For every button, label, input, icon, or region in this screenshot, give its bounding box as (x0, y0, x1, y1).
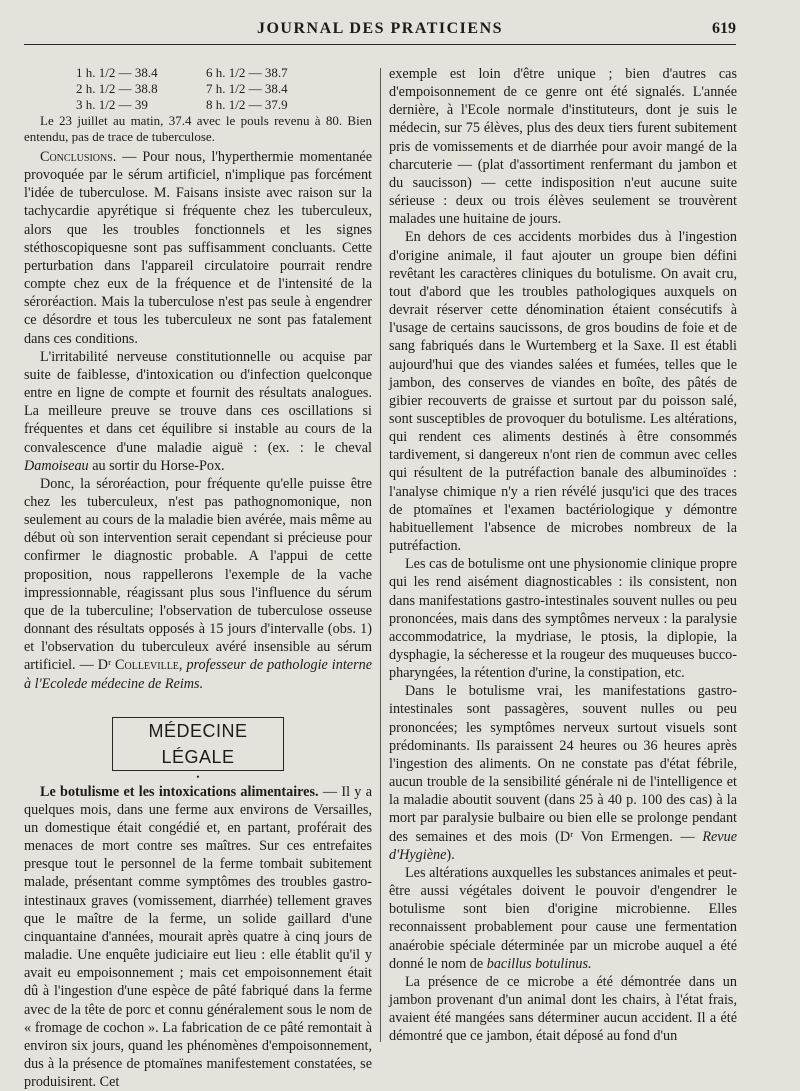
table-row (76, 97, 336, 113)
author-affiliation: professeur de pathologie interne à l'Ecolede médecine de Reims. (24, 657, 372, 692)
temperature-note: Le 23 juillet au matin, 37.4 avec le pouls revenu à 80. Bien entendu, pas de trace de tuberculose. (24, 113, 372, 144)
paragraph-text: Dans le botulisme vrai, les manifestations gastro-intestinales sont passagères, souvent nulles ou peu prononcées; les symptômes nerveux surtout visuels sont prédominants. Ils paraissent 24 heures ou 36 heures après l'ingestion des aliments. On ne constate pas d'état fébrile, aucun trouble de la sensibilité générale ni de l'intelligence et la maladie aboutit souvent (dans 25 à 40 p. 100 des cas) à la mort par paralysie bulbaire ou bien elle se prolonge pendant des semaines et des mois (Dʳ Von Ermengen. — (389, 683, 737, 845)
irritability-paragraph (24, 348, 372, 475)
table-cell: 8 h. 1/2 — 37.9 (206, 97, 288, 112)
article-title: Le botulisme et les intoxications alimentaires. (40, 783, 319, 800)
bacillus-name: bacillus botulinus. (486, 955, 592, 972)
table-cell: 3 h. 1/2 — 39 (76, 97, 148, 112)
page-number: 619 (712, 20, 736, 37)
table-cell: 6 h. 1/2 — 38.7 (206, 65, 288, 80)
column-divider (380, 68, 381, 1042)
table-row (76, 65, 336, 81)
botulism-definition-paragraph: En dehors de ces accidents morbides dus à l'ingestion d'origine animale, il faut ajouter un groupe bien défini revêtant les caractères cliniques du botulisme. On avait cru, tout d'abord que les troubles pathologiques auxquels on devrait réserver cette dénomination étaient consécutifs à l'usage de certains saucissons, de gros boudins de foie et de sang fabriqués dans le Wurtemberg et la Saxe. Il est établi aujourd'hui que des viandes salées et fumées, telles que le jambon, des conserves de viandes en boîte, des pâtés de gibier recouverts de graisse et surtout par du poisson salé, sont susceptibles de provoquer du botulisme. Les altérations, qui rendent ces aliments destinés à être consommés tardivement, si dangereux n'ont rien de commun avec celles qui résultent de la putréfaction banale des albuminoïdes : l'analyse chimique n'y a rien révélé jusqu'ici que des traces de ptomaïnes et l'examen bactériologique y démontre habituellement l'absence de microbes nombreux de la putréfaction. (389, 229, 737, 555)
conclusions-text: — Pour nous, l'hyperthermie momentanée provoquée par le sérum artificiel, n'implique pas forcément l'idée de tuberculose. M. Faisans insiste avec raison sur la tachycardie apyrétique si fréquente chez les tuberculeux, alors que les troubles fonctionnels et les signes stéthoscopiquesne sont pas suffisamment concluants. Cette perturbation dans l'appareil circulatoire pourrait rendre compte chez eux de la fréquence et de l'intensité de la séroréaction. Mais la tuberculose n'est pas seule à engendrer ce désordre et tous les tuberculeux ne sont pas fatalement dans ces conditions. (24, 149, 372, 347)
author-name: Dʳ Colleville, (97, 657, 183, 674)
journal-title: JOURNAL DES PRATICIENS (256, 20, 504, 37)
right-column (389, 65, 737, 1045)
table-cell: 2 h. 1/2 — 38.8 (76, 81, 158, 96)
running-header (24, 20, 736, 45)
temperature-table (76, 65, 336, 113)
table-cell: 1 h. 1/2 — 38.4 (76, 65, 158, 80)
seroreaction-paragraph (24, 475, 372, 693)
article-text: — Il y a quelques mois, dans une ferme aux environs de Versailles, un domestique était congédié et, en partant, proférait des menaces de mort contre ses maîtres. Sur ces entrefaites presque tout le personnel de la ferme tombait subitement malade, présentant comme symptômes des troubles gastro-intestinaux graves (vomissement, diarrhée) tellement graves que le maître de la ferme, un solide gaillard d'une cinquantaine d'années, mourait après quatre à cinq jours de maladie. Une enquête judiciaire eut lieu : elle établit qu'il y avait eu empoisonnement ; mais cet empoisonnement était dû à l'ingestion d'une espèce de pâté fabriqué dans la ferme avec de la tête de porc et connu généralement sous le nom de « fromage de cochon ». La fabrication de ce pâté remontait à environ six jours, quand les phénomènes d'empoisonnement, dus à la présence de ptomaïnes manifestement constatées, se produisirent. Cet (24, 783, 373, 1091)
left-column (24, 65, 372, 1091)
microbial-origin-paragraph (389, 864, 737, 973)
true-botulism-paragraph (389, 682, 737, 864)
continuation-paragraph: exemple est loin d'être unique ; bien d'autres cas d'empoisonnement de ce genre ont été signalés. L'année dernière, à l'Ecole normale d'instituteurs, dont je suis le médecin, sur 75 élèves, plus des deux tiers furent subitement pris de vomissements et de diarrhée pour avoir mangé de la charcuterie — (plat d'assortiment renfermant du jambon et du saucisson) — cette indisposition n'eut aucune suite sérieuse : deux ou trois élèves seulement se trouvèrent malades une huitaine de jours. (389, 66, 737, 228)
conclusions-label: Conclusions. (40, 149, 117, 165)
journal-citation: Revue d'Hygiène (389, 828, 737, 863)
paragraph-text: ). (446, 846, 455, 863)
article-opening-paragraph (24, 783, 372, 1091)
table-cell: 7 h. 1/2 — 38.4 (206, 81, 288, 96)
paragraph-text: au sortir du Horse-Pox. (88, 457, 225, 474)
paragraph-text: Donc, la séroréaction, pour fréquente qu'elle puisse être chez les tuberculeux, n'est pas pathognomonique, non seulement au cours de la maladie bien avérée, mais même au début où son intervention serait cependant si précieuse pour confirmer le diagnostic probable. A l'appui de cette proposition, nous rappellerons l'exemple de la vache impressionnable, réagissant plus sous l'influence du sérum que de la tuberculine; l'observation de tuberculose osseuse donnant des résultats opposés à 15 jours d'intervalle (obs. 1) et l'observation du tuberculeux avéré insensible au sérum artificiel. — (24, 475, 372, 674)
clinical-signs-paragraph: Les cas de botulisme ont une physionomie clinique propre qui les rend aisément diagnosticables : ils consistent, non dans manifestations gastro-intestinales souvent nulles ou peu prononcées, mais dans des symptômes nerveux : la paralysie accommodatrice, la mydriase, le ptosis, la diplopie, la dysphagie, la sécheresse et la rougeur des muqueuses bucco-pharyngées, la rétention d'urine, la constipation, etc. (389, 556, 737, 682)
paragraph-text: Les altérations auxquelles les substances animales et peut-être aussi végétales doivent le pouvoir d'engendrer le botulisme sont bien d'origine microbienne. Elles reconnaissent probablement pour cause une fermentation anaérobie spéciale déterminée par un microbe auquel a été donné le nom de (389, 864, 737, 972)
table-row (76, 81, 336, 97)
ham-paragraph: La présence de ce microbe a été démontrée dans un jambon provenant d'un animal dont les chairs, à l'état frais, avaient été mangées sans déterminer aucun accident. Il a été démontré que ce jambon, était déposé au fond d'un (389, 973, 737, 1045)
italic-text: Damoiseau (24, 457, 89, 474)
paragraph-text: L'irritabilité nerveuse constitutionnelle ou acquise par suite de faiblesse, d'intoxication ou d'infection quelconque entre en ligne de compte et fournit des résultats analogues. La meilleure preuve se trouve dans ces oscillations si fréquentes et dans cet équilibre si instable au cours de la convalescence d'une maladie aiguë : (ex. : le cheval (24, 348, 372, 456)
section-bullet: • (196, 771, 200, 782)
conclusions-paragraph (24, 148, 372, 348)
section-heading: MÉDECINE LÉGALE (112, 717, 284, 771)
